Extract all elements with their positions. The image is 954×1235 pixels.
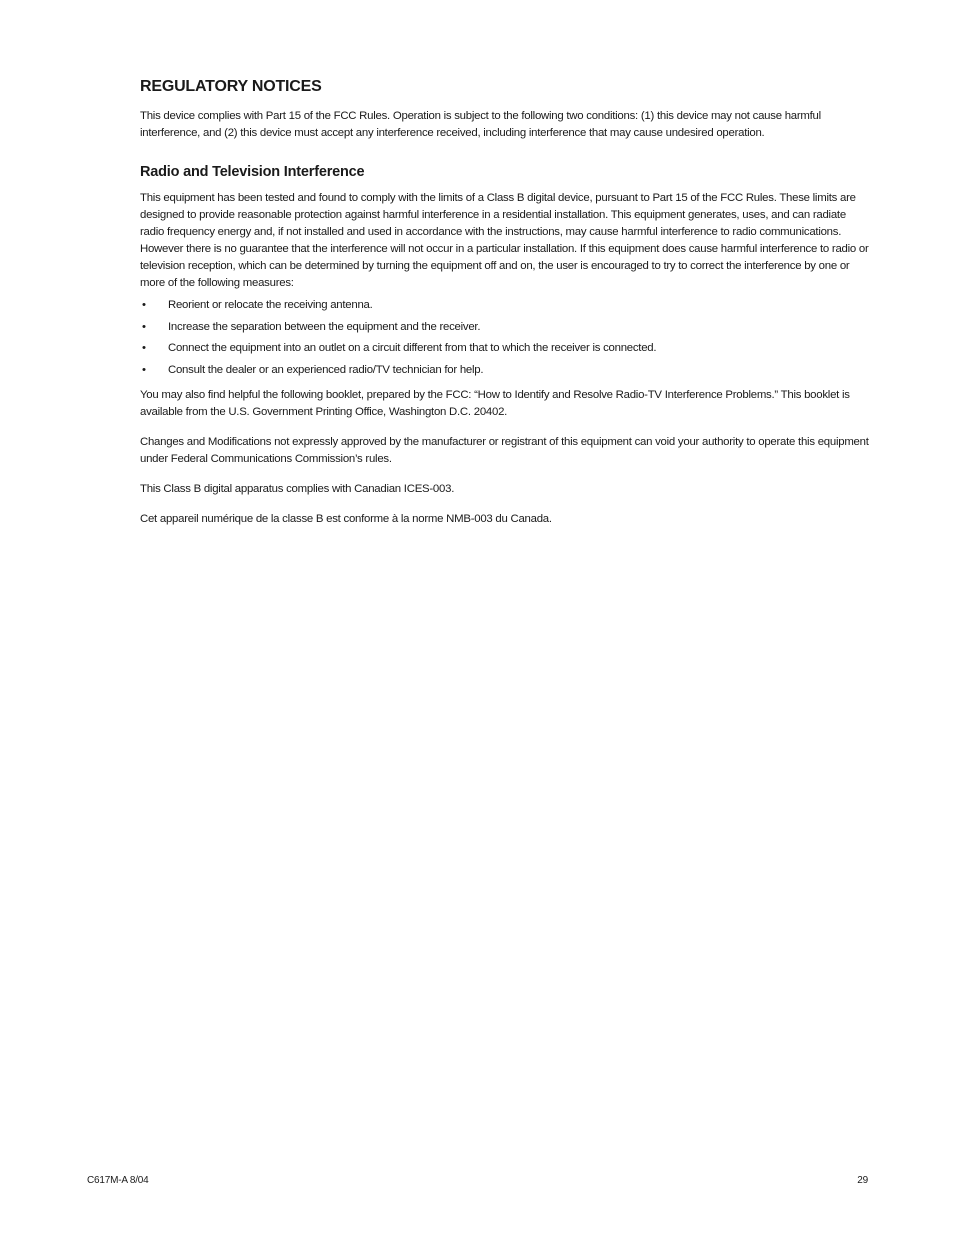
list-item: • Reorient or relocate the receiving antenna. — [140, 297, 872, 314]
bullet-icon: • — [142, 299, 146, 311]
canada-french-paragraph: Cet appareil numérique de la classe B est conforme à la norme NMB-003 du Canada. — [140, 512, 552, 525]
changes-paragraph: Changes and Modifications not expressly approved by the manufacturer or registrant of this equipment can void your authority to operate this equipment under Federal Communications Commission’s rules. — [140, 435, 869, 465]
document-page — [140, 78, 872, 528]
booklet-paragraph: You may also find helpful the following booklet, prepared by the FCC: “How to Identify and Resolve Radio-TV Interference Problems.” This booklet is available from the U.S. Government Printing Office, Washington D.C. 20402. — [140, 388, 850, 418]
interference-paragraph: This equipment has been tested and found to comply with the limits of a Class B digital device, pursuant to Part 15 of the FCC Rules. These limits are designed to provide reasonable protection against harmful interference in a residential installation. This equipment generates, uses, and can radiate radio frequency energy and, if not installed and used in accordance with the instructions, may cause harmful interference to radio communications. However there is no guarantee that the interference will not occur in a particular installation. If this equipment does cause harmful interference to radio or television reception, which can be determined by turning the equipment off and on, the user is encouraged to try to correct the interference by one or more of the following measures: — [140, 192, 869, 289]
list-item: • Increase the separation between the equipment and the receiver. — [140, 319, 872, 336]
subsection-title: Radio and Television Interference — [140, 164, 365, 180]
bullet-icon: • — [142, 363, 146, 376]
bullet-icon: • — [142, 342, 146, 354]
list-item: • Connect the equipment into an outlet on a circuit different from that to which the receiver is connected. — [140, 340, 872, 357]
fcc-intro-paragraph: This device complies with Part 15 of the FCC Rules. Operation is subject to the following two conditions: (1) this device may not cause harmful interference, and (2) this device must accept any interference received, including interference that may cause undesired operation. — [140, 110, 821, 139]
measures-list — [140, 297, 872, 379]
canada-english-paragraph: This Class B digital apparatus complies with Canadian ICES-003. — [140, 482, 455, 495]
footer-doc-id: C617M-A 8/04 — [87, 1175, 149, 1186]
section-title: REGULATORY NOTICES — [140, 78, 322, 95]
bullet-icon: • — [142, 320, 146, 333]
list-item: • Consult the dealer or an experienced radio/TV technician for help. — [140, 362, 872, 379]
footer-page-number: 29 — [857, 1175, 868, 1186]
